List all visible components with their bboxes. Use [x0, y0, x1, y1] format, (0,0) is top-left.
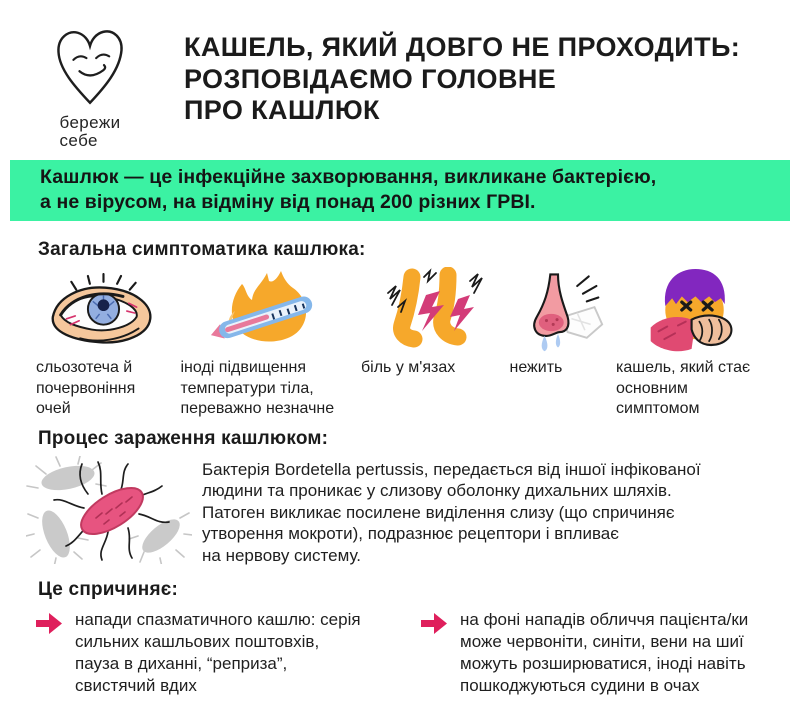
muscle-pain-icon	[361, 267, 499, 353]
symptom-item-cough	[616, 267, 774, 420]
highlight-line-1: Кашлюк — це інфекційне захворювання, викликане бактерією,	[40, 166, 657, 188]
process-paragraph	[198, 454, 701, 569]
symptom-item-muscle-pain	[361, 267, 499, 420]
symptom-label: біль у м'язах	[361, 359, 456, 376]
symptom-label: кашель, який стає основним симптомом	[616, 359, 751, 417]
process-line: Патоген викликає посилене виділення слизу (що спричиняє	[202, 502, 675, 522]
coughing-person-icon	[616, 267, 774, 353]
symptoms-row	[0, 261, 800, 420]
symptom-label: нежить	[509, 359, 563, 376]
brand-logo	[40, 24, 140, 150]
title-line-3: ПРО КАШЛЮК	[184, 95, 380, 125]
symptom-label: іноді підвищення температури тіла, переважно незначне	[180, 359, 335, 417]
process-line: на нервову систему.	[202, 545, 361, 565]
symptom-item-eyes	[36, 267, 170, 420]
causes-heading: Це спричиняє:	[38, 578, 178, 600]
cause-text: напади спазматичного кашлю: серія сильних кашльових поштовхів, пауза в диханні, “реприза”, свистячий вдих	[75, 609, 361, 695]
title-line-2: РОЗПОВІДАЄМО ГОЛОВНЕ	[184, 63, 557, 94]
process-line: утворення мокроти), подразнює рецептори і впливає	[202, 524, 619, 543]
header	[0, 0, 800, 150]
symptom-label: сльозотеча й почервоніння очей	[36, 359, 136, 417]
process-line: Бактерія Bordetella pertussis, передається від іншої інфікованої	[202, 459, 701, 479]
cause-item-cough-attacks	[36, 609, 421, 697]
process-row	[0, 450, 800, 569]
page-title	[184, 24, 740, 150]
causes-row	[0, 601, 800, 697]
bacteria-icon	[26, 454, 198, 569]
arrow-right-icon	[36, 612, 63, 640]
symptom-item-runny-nose	[510, 267, 606, 420]
cause-item-face-effects	[421, 609, 778, 697]
watery-eye-icon	[36, 267, 170, 353]
cause-text: на фоні нападів обличчя пацієнта/ки може червоніти, синіти, вени на шиї можуть розширюватися, іноді навіть пошкоджуються судини в очах	[460, 609, 749, 695]
symptom-item-fever	[181, 267, 351, 420]
highlight-line-2: а не вірусом, на відміну від понад 200 різних ГРВІ.	[40, 190, 536, 213]
arrow-right-icon	[421, 612, 448, 640]
process-heading: Процес зараження кашлюком:	[38, 427, 329, 449]
runny-nose-icon	[510, 267, 606, 353]
heart-face-icon	[50, 24, 130, 113]
definition-highlight-box	[10, 160, 790, 221]
brand-line-1: бережи	[59, 113, 121, 132]
thermometer-fever-icon	[181, 267, 351, 353]
brand-name	[60, 114, 121, 150]
title-line-1: КАШЕЛЬ, ЯКИЙ ДОВГО НЕ ПРОХОДИТЬ:	[184, 32, 741, 62]
process-line: людини та проникає у слизову оболонку дихальних шляхів.	[202, 481, 672, 500]
brand-line-2: себе	[59, 131, 98, 150]
symptoms-heading: Загальна симптоматика кашлюка:	[38, 239, 366, 260]
